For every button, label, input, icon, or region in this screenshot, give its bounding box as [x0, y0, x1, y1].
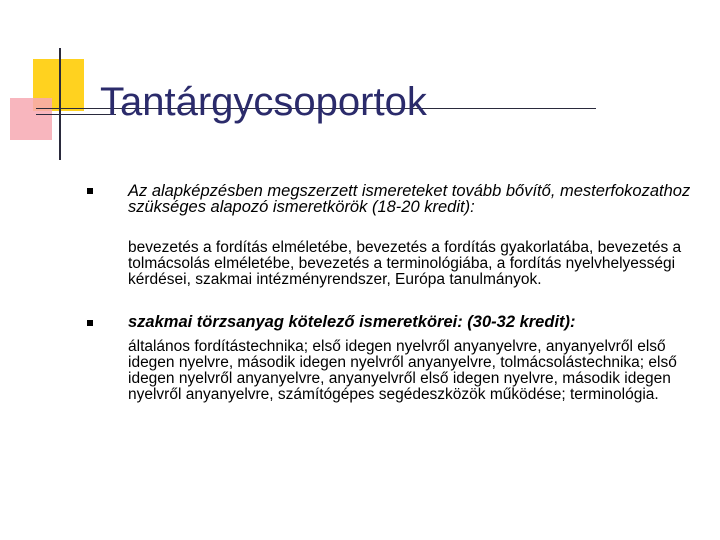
item-body-1: bevezetés a fordítás elméletébe, bevezetés a fordítás gyakorlatába, bevezetés a tolmácsolás elméletébe, bevezetés a terminológiába, a fordítás nyelvhelyességi kérdései, szakmai intézményrendszer, Európa tanulmányok. [128, 239, 682, 288]
item-heading-1: Az alapképzésben megszerzett ismereteket tovább bővítő, mesterfokozathoz szükséges alapozó ismeretkörök (18-20 kredit): [128, 182, 691, 216]
item-heading-2: szakmai törzsanyag kötelező ismeretkörei: (30-32 kredit): [128, 313, 576, 331]
bullet-marker-1 [87, 188, 93, 194]
bullet-marker-2 [87, 320, 93, 326]
decorative-vertical-line [59, 48, 61, 160]
decorative-pink-square [10, 98, 52, 140]
item-body-2: általános fordítástechnika; első idegen nyelvről anyanyelvre, anyanyelvről első idegen nyelvre, második idegen nyelvről anyanyelvre, tolmácsolástechnika; első idegen nyelvről anyanyelvre, anyanyelvről első idegen nyelvre, második idegen nyelvről anyanyelvre, számítógépes segédeszközök működése; terminológia. [128, 338, 677, 403]
slide-title: Tantárgycsoportok [100, 80, 427, 124]
